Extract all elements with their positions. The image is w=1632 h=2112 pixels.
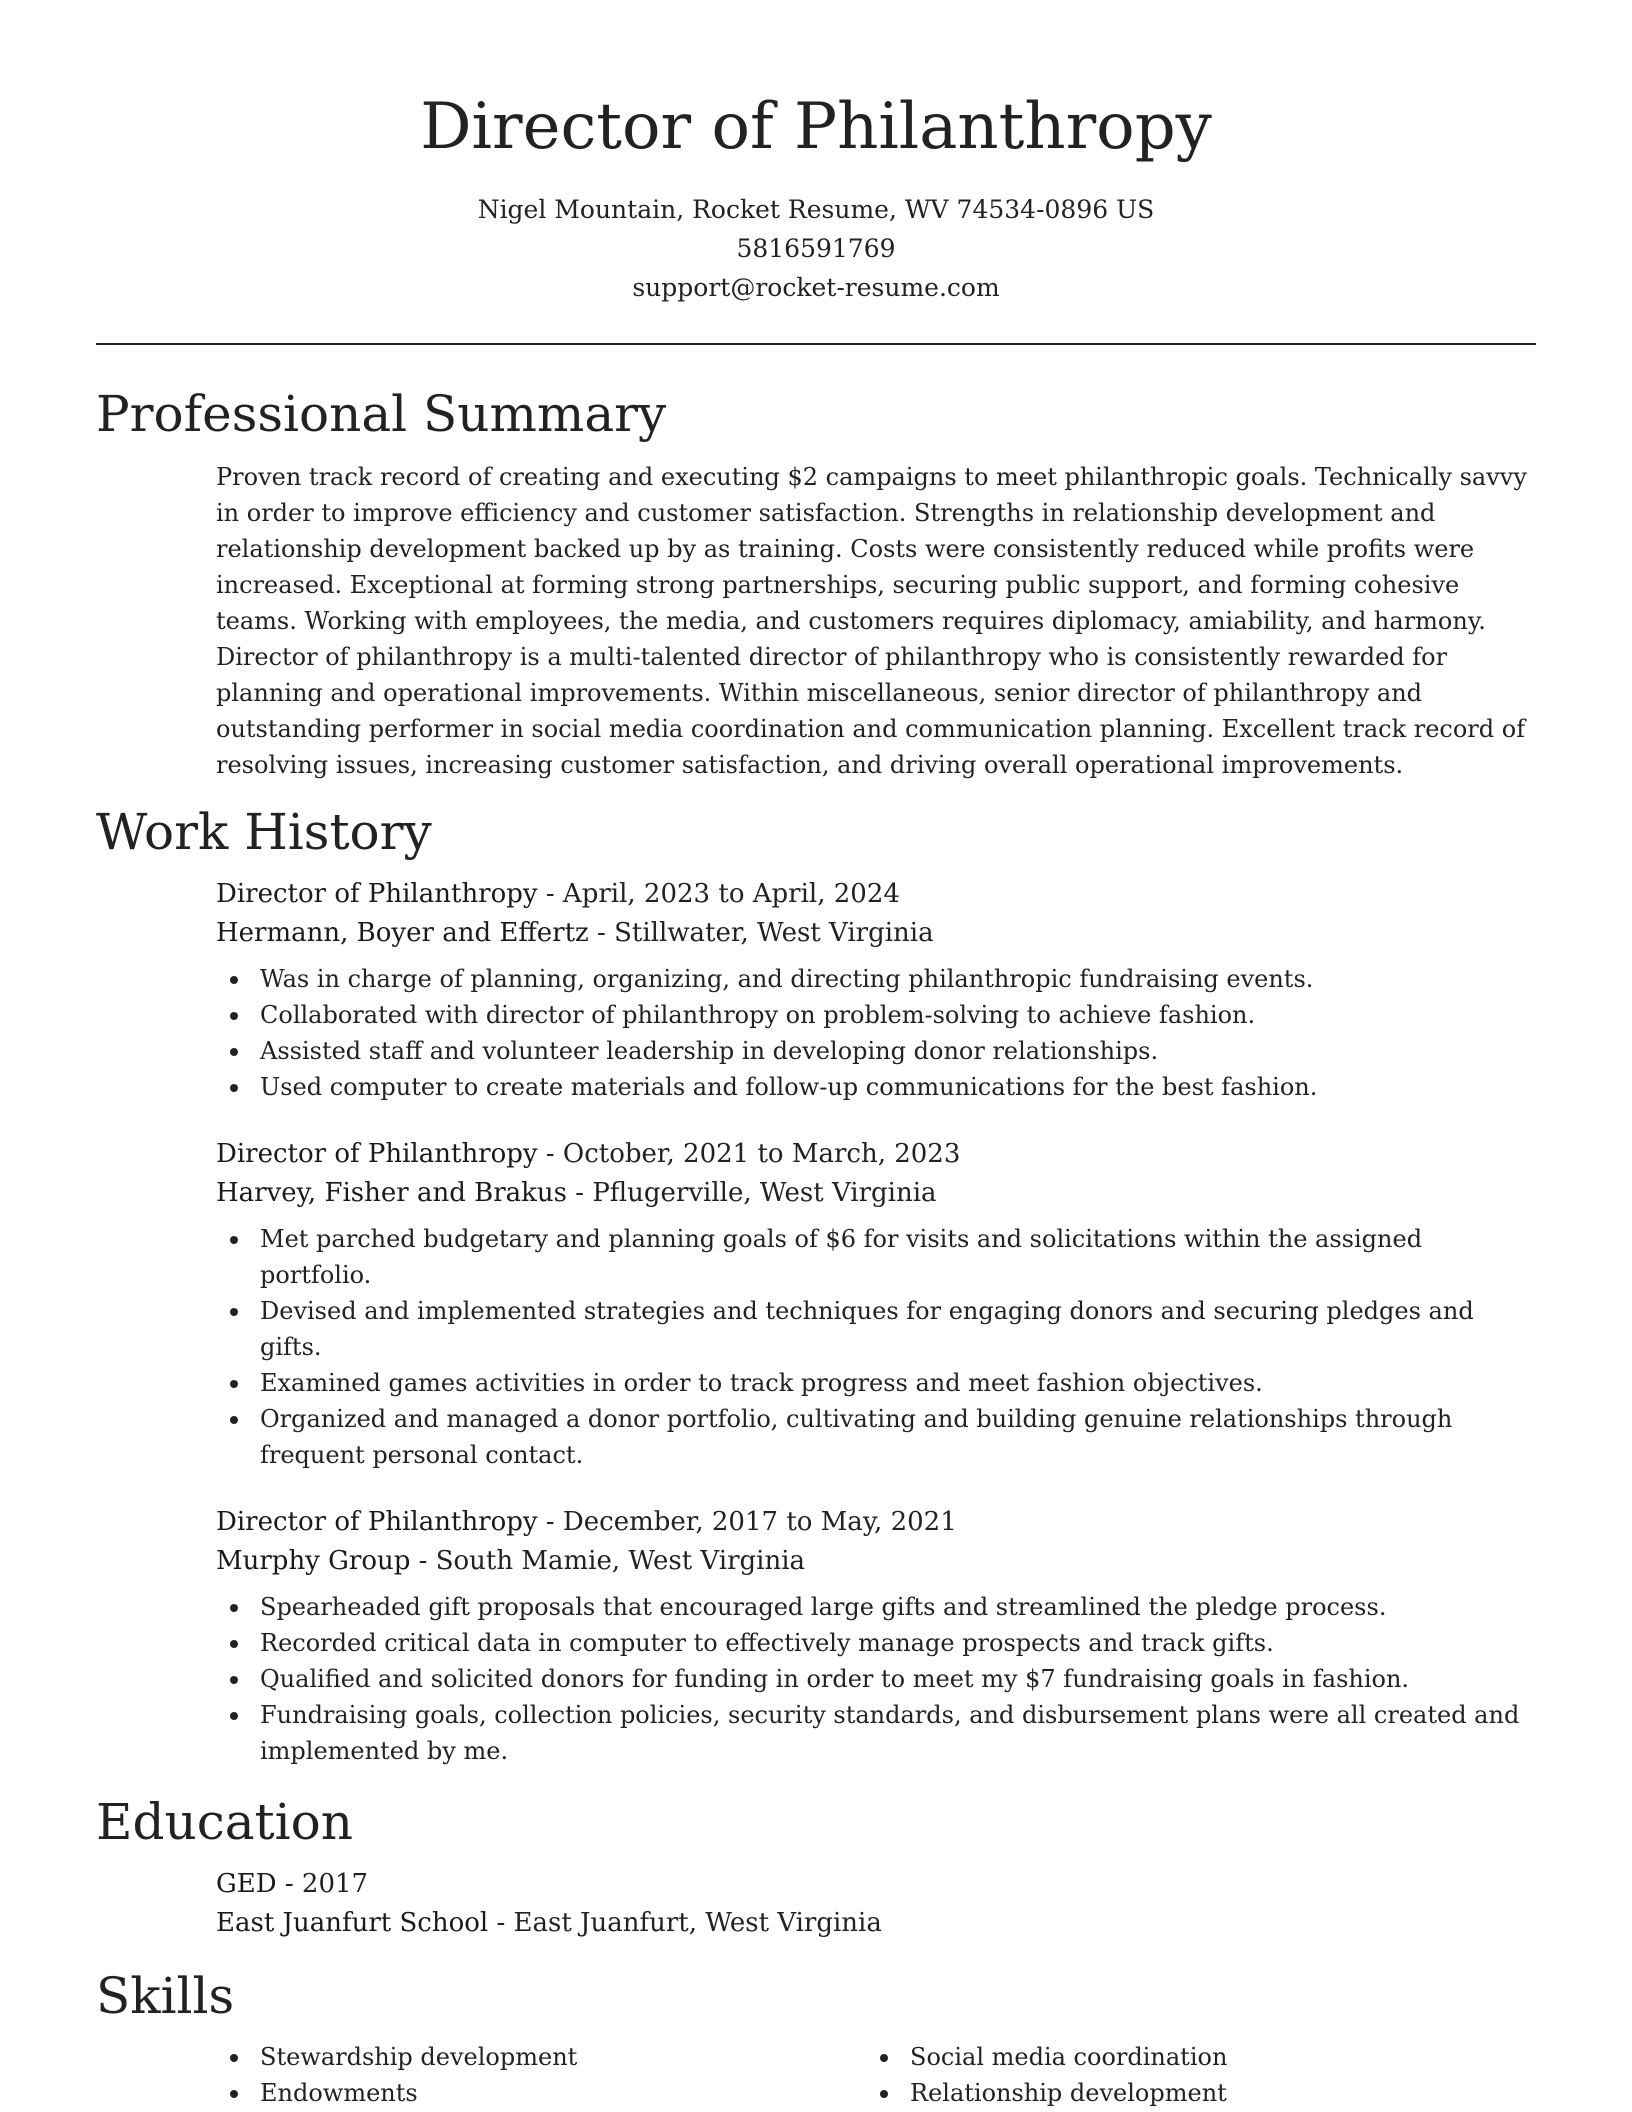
job-title: Director of Philanthropy bbox=[216, 879, 538, 909]
skills-column-right bbox=[866, 2039, 1516, 2111]
list-item: Assisted staff and volunteer leadership in developing donor relationships. bbox=[260, 1033, 1536, 1069]
summary-text: Proven track record of creating and executing $2 campaigns to meet philanthropic goals. Technically savvy in order to improve efficiency and customer satisfaction. Strengths in relationship development and relationship development backed up by as training. Costs were consistently reduced while profits were increased. Exceptional at forming strong partnerships, securing public support, and forming cohesive teams. Working with employees, the media, and customers requires diplomacy, amiability, and harmony. Director of philanthropy is a multi-talented director of philanthropy who is consistently rewarded for planning and operational improvements. Within miscellaneous, senior director of philanthropy and outstanding performer in social media coordination and communication planning. Excellent track record of resolving issues, increasing customer satisfaction, and driving overall operational improvements. bbox=[216, 463, 1527, 779]
header-divider bbox=[96, 343, 1536, 345]
job-dates: - October, 2021 to March, 2023 bbox=[537, 1139, 961, 1169]
job-company: Harvey, Fisher and Brakus bbox=[216, 1178, 567, 1208]
list-item: Recorded critical data in computer to effectively manage prospects and track gifts. bbox=[260, 1625, 1536, 1661]
job-title-line bbox=[216, 1135, 1536, 1174]
contact-email: support@rocket-resume.com bbox=[632, 273, 1000, 302]
skills-section bbox=[96, 2039, 1536, 2111]
list-item: Social media coordination bbox=[910, 2039, 1516, 2075]
education-heading: Education bbox=[96, 1793, 353, 1851]
skills-column-left bbox=[216, 2039, 866, 2111]
job-bullets bbox=[216, 1589, 1536, 1769]
education-school-line bbox=[216, 1904, 1536, 1943]
job-bullets bbox=[216, 1221, 1536, 1473]
contact-phone: 5816591769 bbox=[736, 234, 896, 263]
list-item: Endowments bbox=[260, 2075, 866, 2111]
job-company-line bbox=[216, 1542, 1536, 1581]
job-company-line bbox=[216, 914, 1536, 953]
resume-header bbox=[96, 0, 1536, 307]
list-item: Collaborated with director of philanthropy on problem-solving to achieve fashion. bbox=[260, 997, 1536, 1033]
job-title: Director of Philanthropy bbox=[216, 1139, 538, 1169]
job-company-line bbox=[216, 1174, 1536, 1213]
list-item: Was in charge of planning, organizing, and directing philanthropic fundraising events. bbox=[260, 961, 1536, 997]
job-location: - Pflugerville, West Virginia bbox=[567, 1178, 937, 1208]
job-title: Director of Philanthropy bbox=[216, 1507, 538, 1537]
skills-list-right bbox=[866, 2039, 1516, 2111]
education-year: - 2017 bbox=[276, 1869, 369, 1899]
education-school: East Juanfurt School bbox=[216, 1908, 489, 1938]
job-company: Murphy Group bbox=[216, 1546, 411, 1576]
list-item: Examined games activities in order to track progress and meet fashion objectives. bbox=[260, 1365, 1536, 1401]
job-location: - South Mamie, West Virginia bbox=[410, 1546, 806, 1576]
list-item: Organized and managed a donor portfolio, cultivating and building genuine relationships through frequent personal contact. bbox=[260, 1401, 1536, 1473]
job-title-line bbox=[216, 875, 1536, 914]
skills-heading: Skills bbox=[96, 1967, 235, 2025]
job-title-line bbox=[216, 1503, 1536, 1542]
list-item: Devised and implemented strategies and techniques for engaging donors and securing pledges and gifts. bbox=[260, 1293, 1536, 1365]
education-degree-line bbox=[216, 1865, 1536, 1904]
list-item: Fundraising goals, collection policies, security standards, and disbursement plans were all created and implemented by me. bbox=[260, 1697, 1536, 1769]
summary-section bbox=[96, 459, 1536, 783]
job-company: Hermann, Boyer and Effertz bbox=[216, 918, 589, 948]
job-location: - Stillwater, West Virginia bbox=[588, 918, 934, 948]
education-location: - East Juanfurt, West Virginia bbox=[488, 1908, 882, 1938]
list-item: Used computer to create materials and follow-up communications for the best fashion. bbox=[260, 1069, 1536, 1105]
work-history-section bbox=[96, 875, 1536, 1769]
list-item: Met parched budgetary and planning goals of $6 for visits and solicitations within the assigned portfolio. bbox=[260, 1221, 1536, 1293]
job-entry bbox=[216, 875, 1536, 1105]
resume-page bbox=[96, 0, 1536, 2111]
education-section bbox=[96, 1865, 1536, 1943]
job-bullets bbox=[216, 961, 1536, 1105]
contact-address: Nigel Mountain, Rocket Resume, WV 74534-0896 US bbox=[477, 195, 1155, 224]
list-item: Qualified and solicited donors for funding in order to meet my $7 fundraising goals in fashion. bbox=[260, 1661, 1536, 1697]
job-entry bbox=[216, 1503, 1536, 1769]
job-dates: - April, 2023 to April, 2024 bbox=[537, 879, 900, 909]
page-title: Director of Philanthropy bbox=[420, 90, 1212, 164]
skills-list-left bbox=[216, 2039, 866, 2111]
job-entry bbox=[216, 1135, 1536, 1473]
list-item: Spearheaded gift proposals that encouraged large gifts and streamlined the pledge process. bbox=[260, 1589, 1536, 1625]
list-item: Relationship development bbox=[910, 2075, 1516, 2111]
work-history-heading: Work History bbox=[96, 803, 432, 861]
summary-heading: Professional Summary bbox=[96, 385, 667, 443]
job-dates: - December, 2017 to May, 2021 bbox=[537, 1507, 957, 1537]
skills-grid bbox=[216, 2039, 1536, 2111]
education-degree: GED bbox=[216, 1869, 277, 1899]
list-item: Stewardship development bbox=[260, 2039, 866, 2075]
